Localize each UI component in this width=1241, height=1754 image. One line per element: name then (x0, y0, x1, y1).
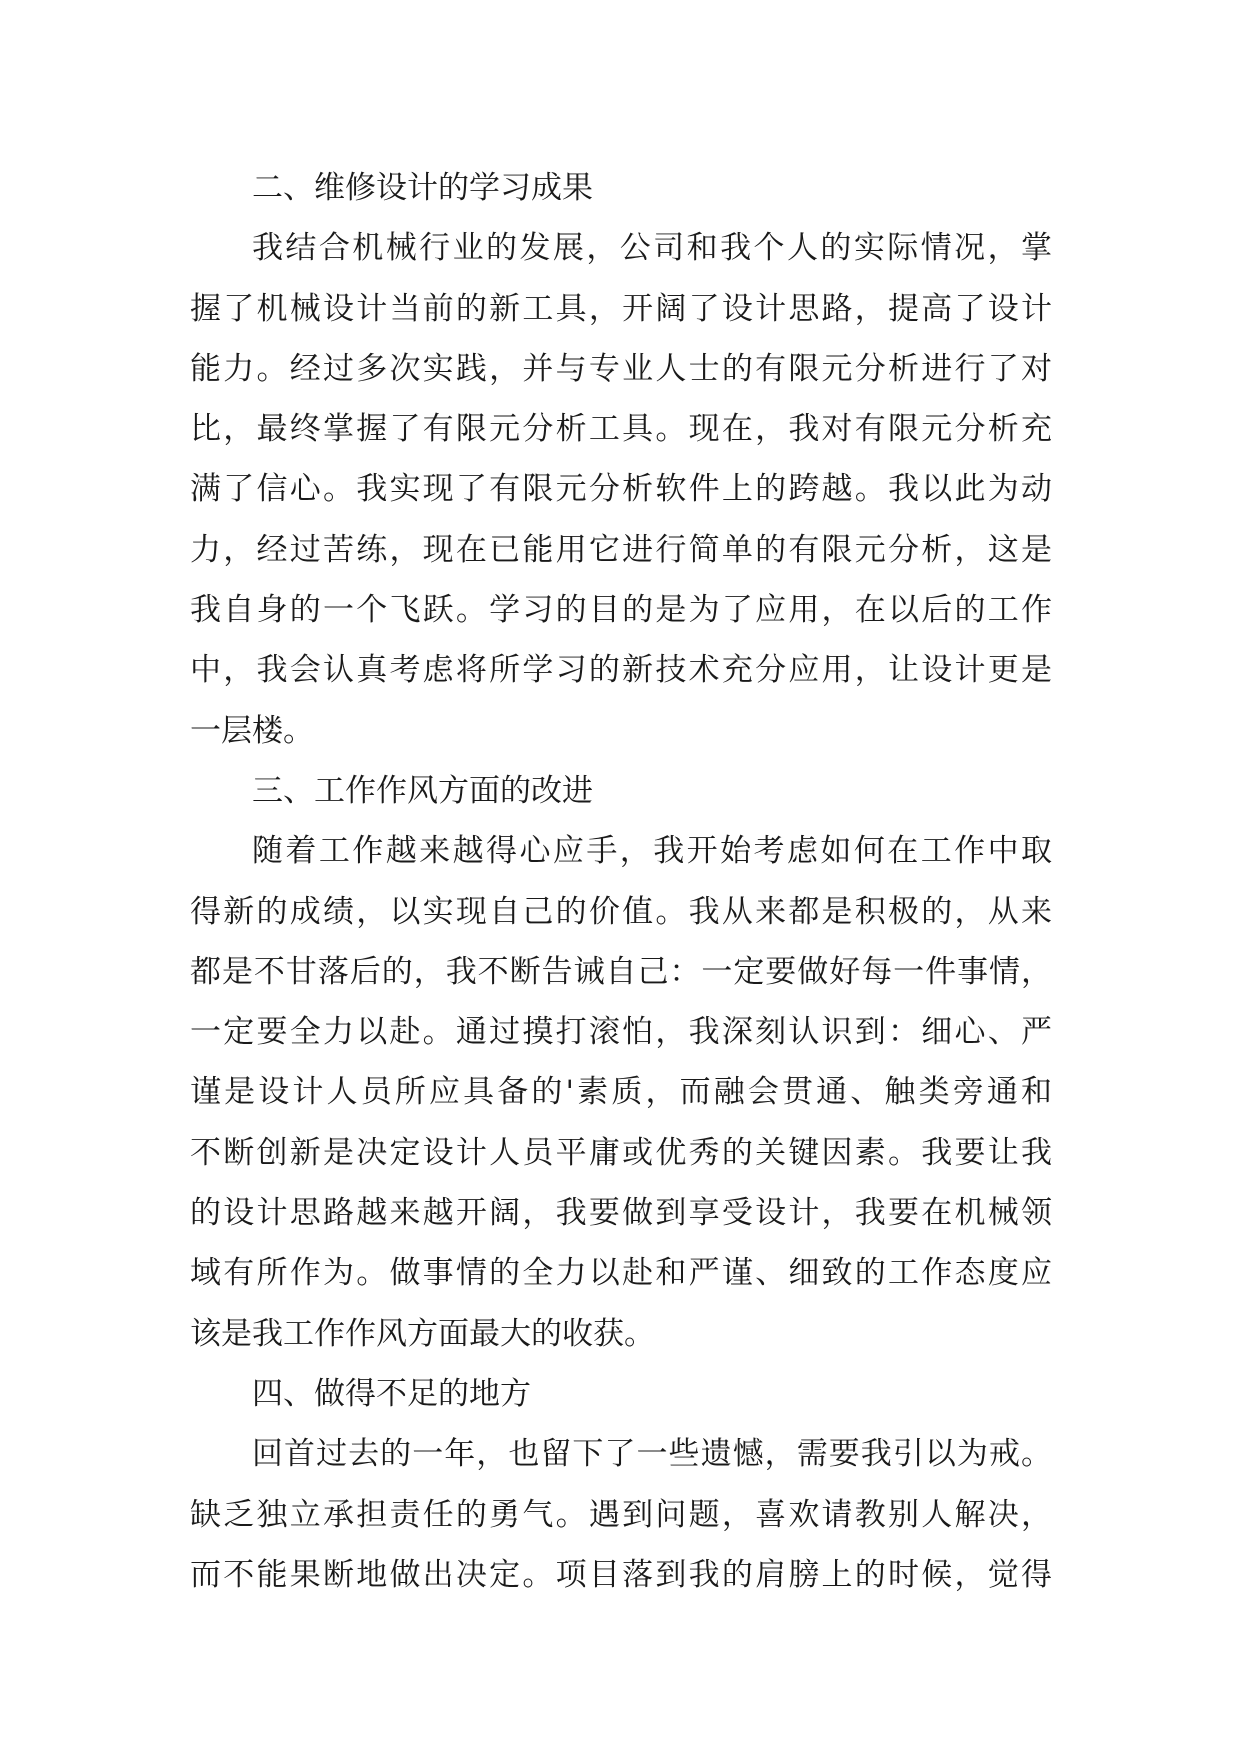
paragraph-line: 该是我工作作风方面最大的收获。 (190, 1315, 655, 1352)
paragraph-line: 满了信心。我实现了有限元分析软件上的跨越。我以此为动 (190, 471, 1052, 508)
paragraph-line: 中，我会认真考虑将所学习的新技术充分应用，让设计更是 (190, 652, 1052, 689)
paragraph-line: 随着工作越来越得心应手，我开始考虑如何在工作中取 (252, 833, 1052, 870)
paragraph-line: 一层楼。 (190, 712, 314, 749)
section-heading-4: 四、做得不足的地方 (252, 1375, 531, 1412)
paragraph-line: 谨是设计人员所应具备的'素质，而融会贯通、触类旁通和 (190, 1074, 1052, 1111)
paragraph-line: 比，最终掌握了有限元分析工具。现在，我对有限元分析充 (190, 411, 1052, 448)
paragraph-line: 一定要全力以赴。通过摸打滚怕，我深刻认识到：细心、严 (190, 1014, 1052, 1051)
paragraph-line: 缺乏独立承担责任的勇气。遇到问题，喜欢请教别人解决， (190, 1496, 1052, 1533)
paragraph-line: 力，经过苦练，现在已能用它进行简单的有限元分析，这是 (190, 531, 1052, 568)
section-heading-3: 三、工作作风方面的改进 (252, 772, 593, 809)
paragraph-line: 不断创新是决定设计人员平庸或优秀的关键因素。我要让我 (190, 1134, 1052, 1171)
paragraph-line: 的设计思路越来越开阔，我要做到享受设计，我要在机械领 (190, 1195, 1052, 1232)
paragraph-line: 回首过去的一年，也留下了一些遗憾，需要我引以为戒。 (252, 1436, 1052, 1473)
paragraph-line: 而不能果断地做出决定。项目落到我的肩膀上的时候，觉得 (190, 1556, 1052, 1593)
paragraph-line: 能力。经过多次实践，并与专业人士的有限元分析进行了对 (190, 350, 1052, 387)
paragraph-line: 我结合机械行业的发展，公司和我个人的实际情况，掌 (252, 230, 1052, 267)
paragraph-line: 我自身的一个飞跃。学习的目的是为了应用，在以后的工作 (190, 592, 1052, 629)
paragraph-line: 都是不甘落后的，我不断告诫自己：一定要做好每一件事情， (190, 953, 1052, 990)
paragraph-line: 域有所作为。做事情的全力以赴和严谨、细致的工作态度应 (190, 1255, 1052, 1292)
document-body (190, 158, 1052, 1605)
section-heading-2: 二、维修设计的学习成果 (252, 170, 593, 206)
paragraph-line: 得新的成绩，以实现自己的价值。我从来都是积极的，从来 (190, 893, 1052, 930)
paragraph-line: 握了机械设计当前的新工具，开阔了设计思路，提高了设计 (190, 290, 1052, 327)
